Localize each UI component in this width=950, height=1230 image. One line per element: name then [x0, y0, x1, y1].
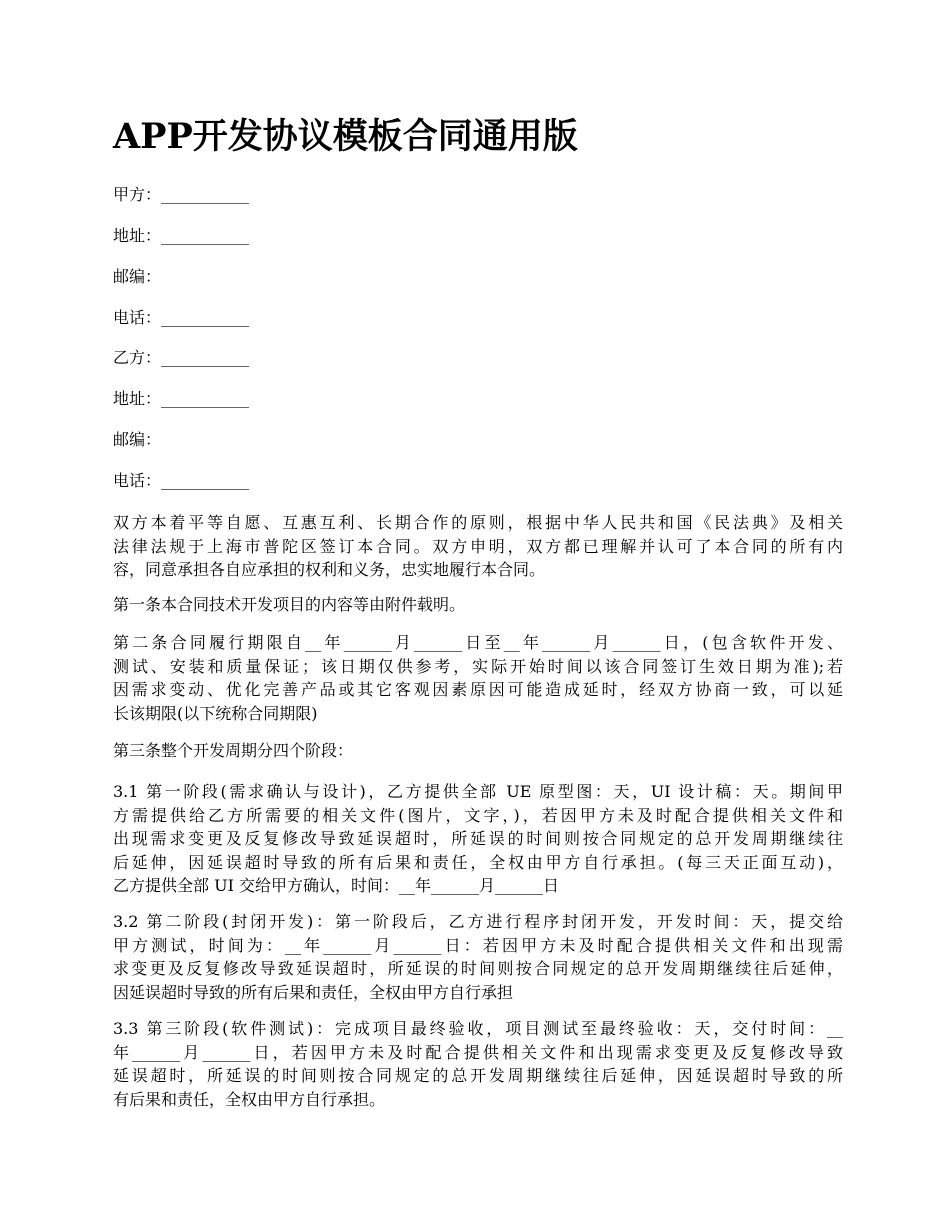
paragraph-line: 乙方提供全部 UI 交给甲方确认，时间：__年______月______日	[113, 876, 559, 895]
paragraph-line: 求变更及反复修改导致延误超时，所延误的时间则按合同规定的总开发周期继续往后延伸，	[113, 959, 843, 978]
clause-3-3-paragraph	[113, 1017, 843, 1111]
paragraph-line: 法律法规于上海市普陀区签订本合同。双方申明，双方都已理解并认可了本合同的所有内	[113, 536, 843, 556]
paragraph-line: 甲方测试，时间为：__年______月______日：若因甲方未及时配合提供相关文件和出现需	[113, 935, 843, 955]
party-b-postcode-field: 邮编：	[113, 430, 162, 449]
paragraph-line: 容，同意承担各自应承担的权利和义务，忠实地履行本合同。	[113, 560, 546, 579]
paragraph-line: 3.3 第三阶段(软件测试)：完成项目最终验收，项目测试至最终验收：天，交付时间：__	[113, 1019, 843, 1038]
paragraph-line: 测试、安装和质量保证；该日期仅供参考，实际开始时间以该合同签订生效日期为准);若	[113, 656, 843, 676]
party-b-phone-field: 电话：___________	[113, 471, 250, 490]
paragraph-line: 第二条合同履行期限自__年______月______日至__年______月______日，(包含软件开发、	[113, 633, 843, 652]
party-a-postcode-field: 邮编：	[113, 267, 162, 286]
paragraph-line: 3.1 第一阶段(需求确认与设计)，乙方提供全部 UE 原型图：天，UI 设计稿：天。期间甲	[113, 782, 843, 801]
paragraph-line: 后延伸，因延误超时导致的所有后果和责任，全权由甲方自行承担。(每三天正面互动)，	[113, 852, 843, 872]
paragraph-line: 第一条本合同技术开发项目的内容等由附件载明。	[113, 595, 466, 614]
party-b-name-field: 乙方：___________	[113, 348, 250, 367]
article-3-paragraph	[113, 739, 843, 763]
paragraph-line: 因延误超时导致的所有后果和责任，全权由甲方自行承担	[113, 982, 514, 1002]
party-a-name-field: 甲方：___________	[113, 185, 250, 204]
paragraph-line: 方需提供给乙方所需要的相关文件(图片，文字，)，若因甲方未及时配合提供相关文件和	[113, 805, 843, 825]
party-a-phone-field: 电话：___________	[113, 308, 250, 327]
article-2-paragraph	[113, 631, 843, 725]
paragraph-line: 年______月______日，若因甲方未及时配合提供相关文件和出现需求变更及反复修改导致	[113, 1042, 843, 1062]
preamble-paragraph	[113, 511, 843, 582]
party-b-address-field: 地址：___________	[113, 389, 250, 408]
document-title: APP开发协议模板合同通用版	[113, 116, 578, 157]
party-a-address-field: 地址：___________	[113, 226, 250, 245]
paragraph-line: 长该期限(以下统称合同期限)	[113, 703, 318, 723]
paragraph-line: 出现需求变更及反复修改导致延误超时，所延误的时间则按合同规定的总开发周期继续往	[113, 829, 843, 848]
clause-3-2-paragraph	[113, 910, 843, 1004]
paragraph-line: 双方本着平等自愿、互惠互利、长期合作的原则，根据中华人民共和国《民法典》及相关	[113, 513, 843, 532]
paragraph-line: 第三条整个开发周期分四个阶段：	[113, 741, 354, 760]
paragraph-line: 有后果和责任，全权由甲方自行承担。	[113, 1089, 386, 1109]
paragraph-line: 因需求变动、优化完善产品或其它客观因素原因可能造成延时，经双方协商一致，可以延	[113, 680, 843, 699]
paragraph-line: 延误超时，所延误的时间则按合同规定的总开发周期继续往后延伸，因延误超时导致的所	[113, 1066, 843, 1085]
paragraph-line: 3.2 第二阶段(封闭开发)：第一阶段后，乙方进行程序封闭开发，开发时间：天，提交给	[113, 912, 843, 931]
clause-3-1-paragraph	[113, 780, 843, 898]
article-1-paragraph	[113, 593, 843, 617]
